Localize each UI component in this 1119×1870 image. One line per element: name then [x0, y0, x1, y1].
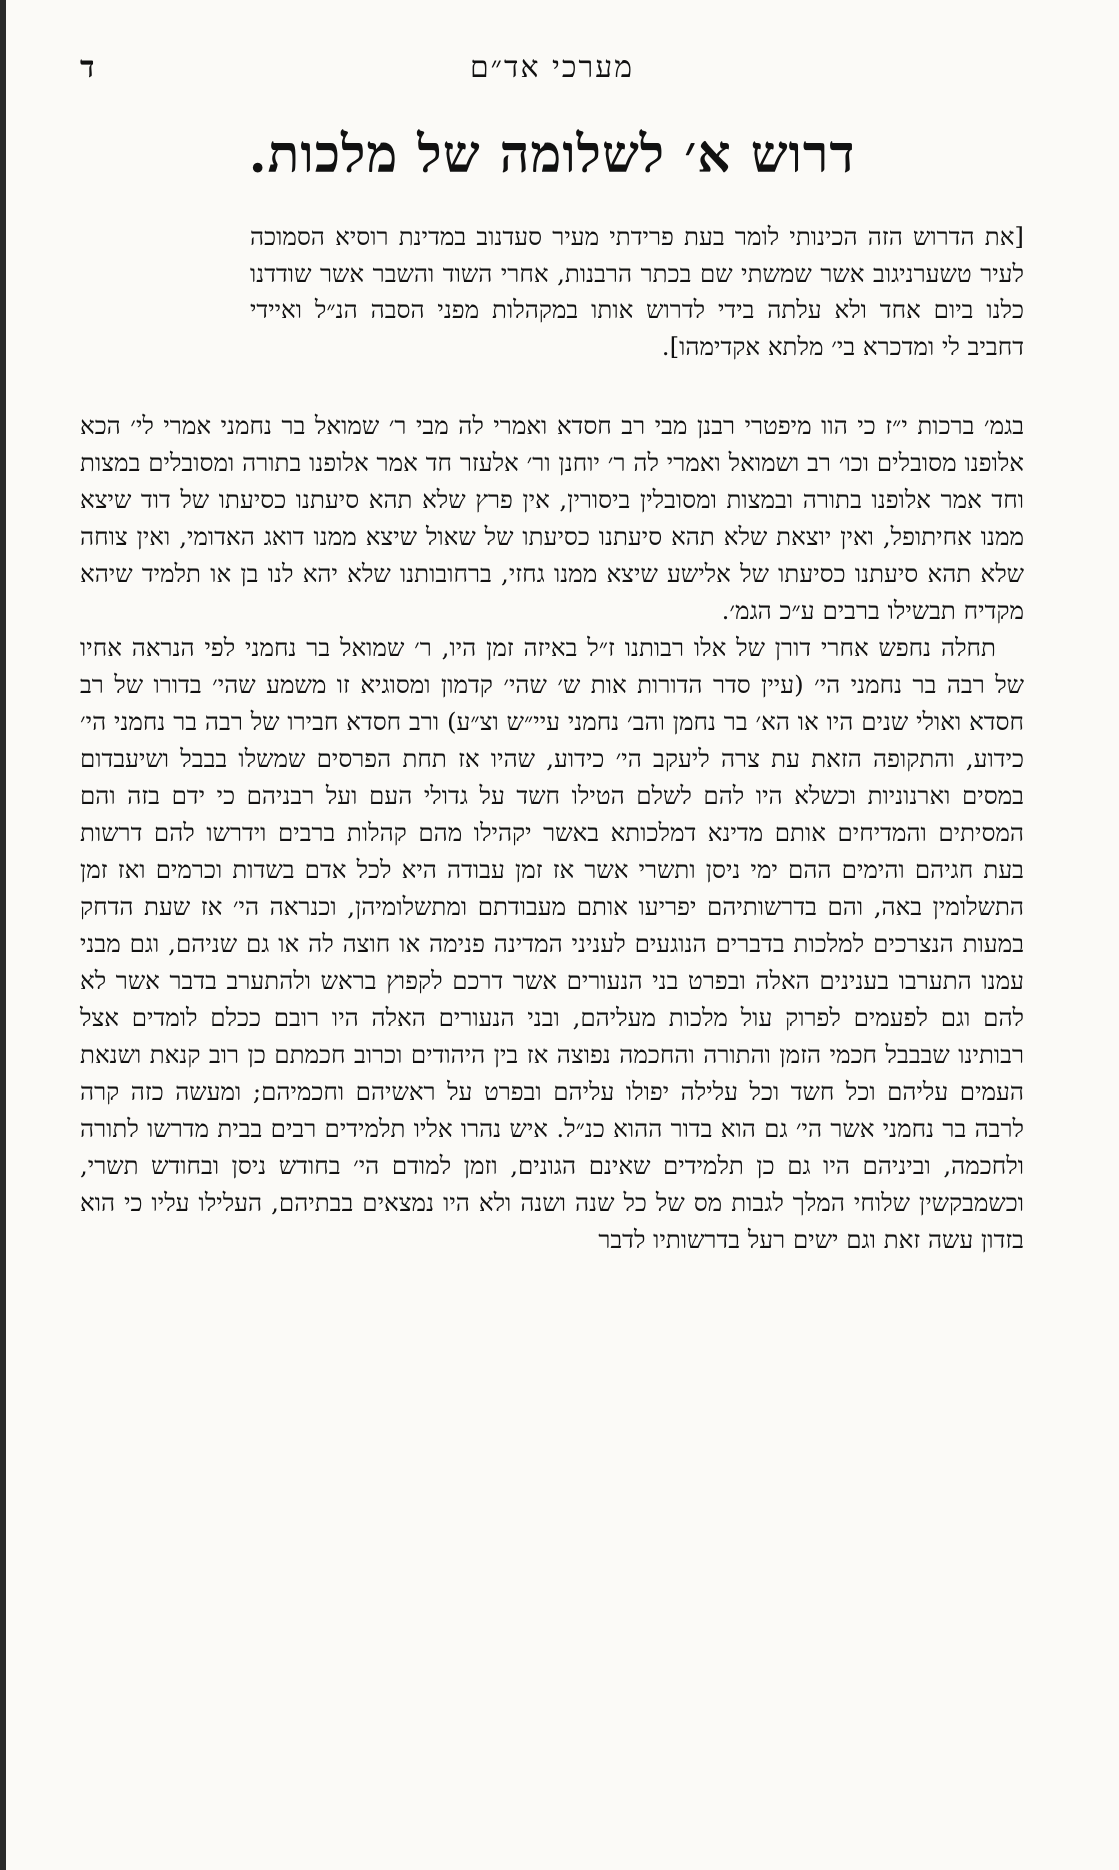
sermon-title: דרוש א׳ לשלומה של מלכות.	[248, 124, 856, 185]
running-head	[80, 40, 1024, 96]
intro-note: [את הדרוש הזה הכינותי לומר בעת פרידתי מעיר סעדנוב במדינת רוסיא הסמוכה לעיר טשערניגוב אשר שמשתי שם בכתר הרבנות, אחרי השוד והשבר אשר שודדנו כלנו ביום אחד ולא עלתה בידי לדרוש אותו במקהלות מפני הסבה הנ״ל ואיידי דחביב לי ומדכרא בי׳ מלתא אקדימהו].	[250, 222, 1024, 361]
page-number: ד	[80, 50, 97, 85]
paragraph-gemara-quote: בגמ׳ ברכות י״ז כי הוו מיפטרי רבנן מבי רב חסדא ואמרי לה מבי ר׳ שמואל בר נחמני אמרי לי׳ הכא אלופנו מסובלים וכו׳ רב ושמואל ואמרי לה ר׳ יוחנן ור׳ אלעזר חד אמר אלופנו בתורה ומסובלים במצות וחד אמר אלופנו בתורה ובמצות ומסובלין ביסורין, אין פרץ שלא תהא סיעתנו כסיעתו של דוד שיצא ממנו אחיתופל, ואין יוצאת שלא תהא סיעתנו כסיעתו של שאול שיצא ממנו דואג האדומי, ואין צוחה שלא תהא סיעתנו כסיעתו של אלישע שיצא ממנו גחזי, ברחובותנו שלא יהא לנו בן או תלמיד שיהא מקדיח תבשילו ברבים ע״כ הגמ׳.	[80, 411, 1024, 625]
running-title: מערכי אד״ם	[469, 50, 635, 85]
paragraph-discussion: תחלה נחפש אחרי דורן של אלו רבותנו ז״ל באיזה זמן היו, ר׳ שמואל בר נחמני לפי הנראה אחיו של רבה בר נחמני הי׳ (עיין סדר הדורות אות ש׳ שהי׳ קדמון ומסוגיא זו משמע שהי׳ בדורו של רב חסדא ואולי שנים היו או הא׳ בר נחמן והב׳ נחמני עיי״ש וצ״ע) ורב חסדא חבירו של רבה בר נחמני הי׳ כידוע, והתקופה הזאת עת צרה ליעקב הי׳ כידוע, שהיו אז תחת הפרסים שמשלו בבבל ושיעבדום במסים וארנוניות וכשלא היו להם לשלם הטילו חשד על גדולי העם ועל רבניהם כי ידם בזה והם המסיתים והמדיחים אותם מדינא דמלכותא באשר יקהילו מהם קהלות ברבים וידרשו להם דרשות בעת חגיהם והימים ההם ימי ניסן ותשרי אשר אז זמן עבודה היא לכל אדם בשדות וכרמים ואז זמן התשלומין באה, והם בדרשותיהם יפריעו אותם מעבודתם ומתשלומיהן, וכנראה הי׳ אז שעת הדחק במעות הנצרכים למלכות בדברים הנוגעים לעניני המדינה פנימה או חוצה לה או גם שניהם, וגם מבני עמנו התערבו בענינים האלה ובפרט בני הנעורים אשר דרכם לקפוץ בראש ולהתערב בדבר אשר לא להם וגם לפעמים לפרוק עול מלכות מעליהם, ובני הנעורים האלה היו רובם ככלם לומדים אצל רבותינו שבבבל חכמי הזמן והתורה והחכמה נפוצה אז בין היהודים וכרוב חכמתם כן רוב קנאת ושנאת העמים עליהם וכל חשד וכל עלילה יפולו עליהם ובפרט על ראשיהם וחכמיהם; ומעשה כזה קרה לרבה בר נחמני אשר הי׳ גם הוא בדור ההוא כנ״ל. איש נהרו אליו תלמידים רבים בבית מדרשו לתורה ולחכמה, וביניהם היו גם כן תלמידים שאינם הגונים, וזמן למודם הי׳ בחודש ניסן ובחודש תשרי, וכשמבקשין שלוחי המלך לגבות מס של כל שנה ושנה ולא היו נמצאים בבתיהם, העלילו עליו כי הוא בזדון עשה זאת וגם ישים רעל בדרשותיו לדבר	[80, 633, 1024, 1254]
body-text	[80, 407, 1024, 1258]
page-edge-shadow	[0, 0, 6, 1870]
